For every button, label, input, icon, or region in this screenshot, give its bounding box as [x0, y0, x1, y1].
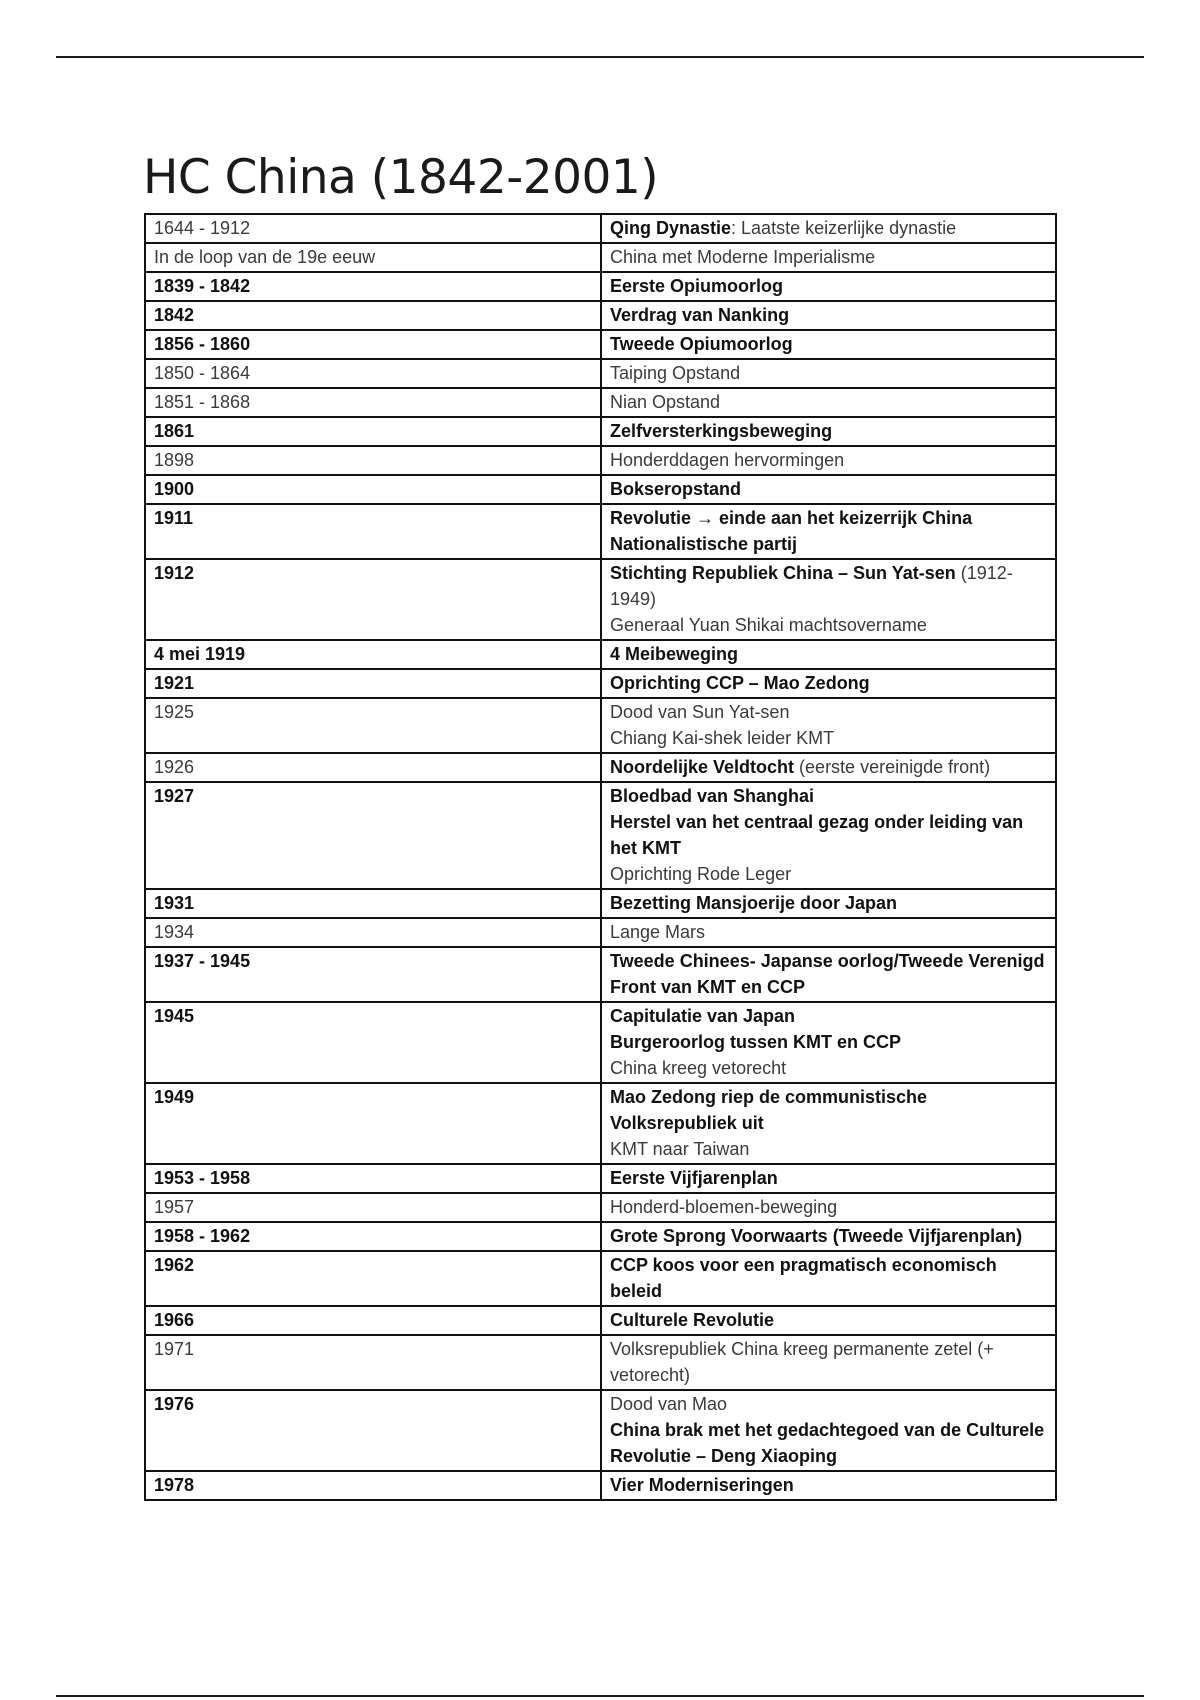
event-text-bold: CCP koos voor een pragmatisch economisch beleid: [610, 1255, 997, 1301]
timeline-event: [601, 475, 1056, 504]
timeline-row: [145, 359, 1056, 388]
event-line: [610, 1336, 1047, 1388]
timeline-year: 1842: [145, 301, 601, 330]
timeline-row: [145, 753, 1056, 782]
event-line: [610, 948, 1047, 1000]
timeline-event: [601, 359, 1056, 388]
timeline-event: [601, 918, 1056, 947]
event-text-bold: Culturele Revolutie: [610, 1310, 775, 1330]
timeline-row: [145, 889, 1056, 918]
timeline-row: [145, 559, 1056, 640]
timeline-year: 1644 - 1912: [145, 214, 601, 243]
event-text-bold: Herstel van het centraal gezag onder leiding van het KMT: [610, 812, 1024, 858]
event-text: Honderddagen hervormingen: [610, 450, 845, 470]
event-line: [610, 447, 1047, 473]
timeline-row: [145, 1222, 1056, 1251]
timeline-event: [601, 1471, 1056, 1500]
timeline-row: [145, 301, 1056, 330]
timeline-table: [144, 213, 1057, 1501]
timeline-event: [601, 1193, 1056, 1222]
header-rule: [56, 56, 1144, 58]
timeline-year: 1934: [145, 918, 601, 947]
event-text: Lange Mars: [610, 922, 706, 942]
timeline-event: [601, 782, 1056, 889]
event-text: China met Moderne Imperialisme: [610, 247, 876, 267]
event-line: [610, 1165, 1047, 1191]
event-text-bold: Bezetting Mansjoerije door Japan: [610, 893, 898, 913]
timeline-event: [601, 669, 1056, 698]
event-line: [610, 699, 1047, 725]
event-line: [610, 1472, 1047, 1498]
event-text: China kreeg vetorecht: [610, 1058, 787, 1078]
timeline-row: [145, 1083, 1056, 1164]
event-text: Chiang Kai-shek leider KMT: [610, 728, 835, 748]
timeline-row: [145, 1002, 1056, 1083]
event-text-bold: Grote Sprong Voorwaarts (Tweede Vijfjarenplan): [610, 1226, 1023, 1246]
event-text-bold: Eerste Opiumoorlog: [610, 276, 784, 296]
page-title: HC China (1842-2001): [143, 150, 659, 205]
timeline-event: [601, 330, 1056, 359]
footer-rule: [56, 1695, 1144, 1697]
event-text-bold: Qing Dynastie: [610, 218, 732, 238]
timeline-event: [601, 1335, 1056, 1390]
event-line: [610, 1003, 1047, 1029]
event-line: [610, 641, 1047, 667]
event-line: [610, 1391, 1047, 1417]
event-text-bold: Stichting Republiek China – Sun Yat-sen: [610, 563, 956, 583]
event-text: KMT naar Taiwan: [610, 1139, 750, 1159]
timeline-year: 1912: [145, 559, 601, 640]
timeline-year: 1937 - 1945: [145, 947, 601, 1002]
timeline-event: [601, 1083, 1056, 1164]
event-text-bold: Burgeroorlog tussen KMT en CCP: [610, 1032, 902, 1052]
event-line: [610, 1417, 1047, 1469]
event-text: Honderd-bloemen-beweging: [610, 1197, 838, 1217]
timeline-row: [145, 669, 1056, 698]
event-line: [610, 919, 1047, 945]
timeline-row: [145, 388, 1056, 417]
timeline-row: [145, 782, 1056, 889]
event-line: [610, 331, 1047, 357]
event-text: Volksrepubliek China kreeg permanente zetel (+ vetorecht): [610, 1339, 994, 1385]
event-line: [610, 861, 1047, 887]
event-text-bold: Noordelijke Veldtocht: [610, 757, 795, 777]
timeline-row: [145, 1335, 1056, 1390]
event-text-bold: Capitulatie van Japan: [610, 1006, 796, 1026]
timeline-event: [601, 1390, 1056, 1471]
event-line: [610, 215, 1047, 241]
timeline-row: [145, 446, 1056, 475]
timeline-year: 1911: [145, 504, 601, 559]
timeline-row: [145, 1471, 1056, 1500]
event-text: Generaal Yuan Shikai machtsovername: [610, 615, 927, 635]
timeline-event: [601, 504, 1056, 559]
timeline-year: 1856 - 1860: [145, 330, 601, 359]
event-line: [610, 725, 1047, 751]
event-text-bold: Oprichting CCP – Mao Zedong: [610, 673, 870, 693]
timeline-year: 1925: [145, 698, 601, 753]
timeline-year: 1851 - 1868: [145, 388, 601, 417]
event-line: [610, 754, 1047, 780]
timeline-row: [145, 417, 1056, 446]
timeline-row: [145, 947, 1056, 1002]
event-line: [610, 612, 1047, 638]
timeline-year: 4 mei 1919: [145, 640, 601, 669]
timeline-row: [145, 330, 1056, 359]
timeline-year: 1921: [145, 669, 601, 698]
timeline-event: [601, 388, 1056, 417]
timeline-year: 1945: [145, 1002, 601, 1083]
event-text-bold: Zelfversterkingsbeweging: [610, 421, 833, 441]
event-line: [610, 1307, 1047, 1333]
event-text-bold: Bokseropstand: [610, 479, 742, 499]
timeline-row: [145, 475, 1056, 504]
event-text-bold: China brak met het gedachtegoed van de Culturele Revolutie – Deng Xiaoping: [610, 1420, 1045, 1466]
timeline-year: 1839 - 1842: [145, 272, 601, 301]
timeline-year: 1958 - 1962: [145, 1222, 601, 1251]
timeline-row: [145, 243, 1056, 272]
timeline-event: [601, 1222, 1056, 1251]
timeline-year: 1931: [145, 889, 601, 918]
timeline-year: 1953 - 1958: [145, 1164, 601, 1193]
timeline-year: 1861: [145, 417, 601, 446]
event-text: (1912-1949): [610, 563, 1013, 609]
event-text: Dood van Mao: [610, 1394, 728, 1414]
timeline-year: 1971: [145, 1335, 601, 1390]
timeline-event: [601, 698, 1056, 753]
timeline-row: [145, 1251, 1056, 1306]
timeline-event: [601, 559, 1056, 640]
event-line: [610, 1136, 1047, 1162]
timeline-year: 1898: [145, 446, 601, 475]
event-text: Dood van Sun Yat-sen: [610, 702, 790, 722]
event-text-bold: Vier Moderniseringen: [610, 1475, 794, 1495]
event-line: [610, 783, 1047, 809]
timeline-row: [145, 1164, 1056, 1193]
event-text-bold: Tweede Chinees- Japanse oorlog/Tweede Verenigd Front van KMT en CCP: [610, 951, 1045, 997]
event-line: [610, 531, 1047, 557]
event-text: : Laatste keizerlijke dynastie: [731, 218, 957, 238]
timeline-row: [145, 640, 1056, 669]
event-line: [610, 360, 1047, 386]
timeline-body: [145, 214, 1056, 1500]
event-text: (eerste vereinigde front): [794, 757, 991, 777]
event-line: [610, 418, 1047, 444]
timeline-event: [601, 446, 1056, 475]
timeline-year: 1900: [145, 475, 601, 504]
timeline-row: [145, 214, 1056, 243]
timeline-row: [145, 504, 1056, 559]
timeline-event: [601, 1164, 1056, 1193]
timeline-year: 1962: [145, 1251, 601, 1306]
timeline-row: [145, 1390, 1056, 1471]
timeline-row: [145, 698, 1056, 753]
timeline-event: [601, 753, 1056, 782]
event-text: Oprichting Rode Leger: [610, 864, 792, 884]
timeline-event: [601, 1002, 1056, 1083]
event-line: [610, 1223, 1047, 1249]
event-text-bold: Nationalistische partij: [610, 534, 798, 554]
event-line: [610, 1194, 1047, 1220]
timeline-event: [601, 640, 1056, 669]
timeline-year: 1978: [145, 1471, 601, 1500]
event-line: [610, 560, 1047, 612]
event-line: [610, 1252, 1047, 1304]
timeline-event: [601, 1251, 1056, 1306]
event-line: [610, 476, 1047, 502]
timeline-event: [601, 417, 1056, 446]
timeline-year: 1926: [145, 753, 601, 782]
event-line: [610, 1055, 1047, 1081]
timeline-year: 1850 - 1864: [145, 359, 601, 388]
timeline-event: [601, 272, 1056, 301]
event-text-bold: 4 Meibeweging: [610, 644, 739, 664]
timeline-event: [601, 889, 1056, 918]
timeline-year: 1949: [145, 1083, 601, 1164]
timeline-year: In de loop van de 19e eeuw: [145, 243, 601, 272]
event-text: Nian Opstand: [610, 392, 721, 412]
event-text-bold: Verdrag van Nanking: [610, 305, 790, 325]
timeline-year: 1976: [145, 1390, 601, 1471]
timeline-year: 1957: [145, 1193, 601, 1222]
event-line: [610, 505, 1047, 531]
event-line: [610, 890, 1047, 916]
timeline-event: [601, 947, 1056, 1002]
timeline-event: [601, 214, 1056, 243]
timeline-row: [145, 272, 1056, 301]
timeline-row: [145, 1193, 1056, 1222]
event-line: [610, 1084, 1047, 1136]
timeline-event: [601, 301, 1056, 330]
event-line: [610, 244, 1047, 270]
event-line: [610, 1029, 1047, 1055]
event-text: Taiping Opstand: [610, 363, 741, 383]
event-line: [610, 809, 1047, 861]
timeline-year: 1966: [145, 1306, 601, 1335]
event-line: [610, 389, 1047, 415]
event-text-bold: Mao Zedong riep de communistische Volksrepubliek uit: [610, 1087, 928, 1133]
timeline-row: [145, 918, 1056, 947]
timeline-event: [601, 1306, 1056, 1335]
event-line: [610, 273, 1047, 299]
event-text-bold: Eerste Vijfjarenplan: [610, 1168, 778, 1188]
event-text-bold: Tweede Opiumoorlog: [610, 334, 793, 354]
event-text-bold: Bloedbad van Shanghai: [610, 786, 815, 806]
timeline-event: [601, 243, 1056, 272]
timeline-year: 1927: [145, 782, 601, 889]
event-line: [610, 302, 1047, 328]
event-text-bold: Revolutie → einde aan het keizerrijk China: [610, 508, 973, 528]
timeline-row: [145, 1306, 1056, 1335]
event-line: [610, 670, 1047, 696]
